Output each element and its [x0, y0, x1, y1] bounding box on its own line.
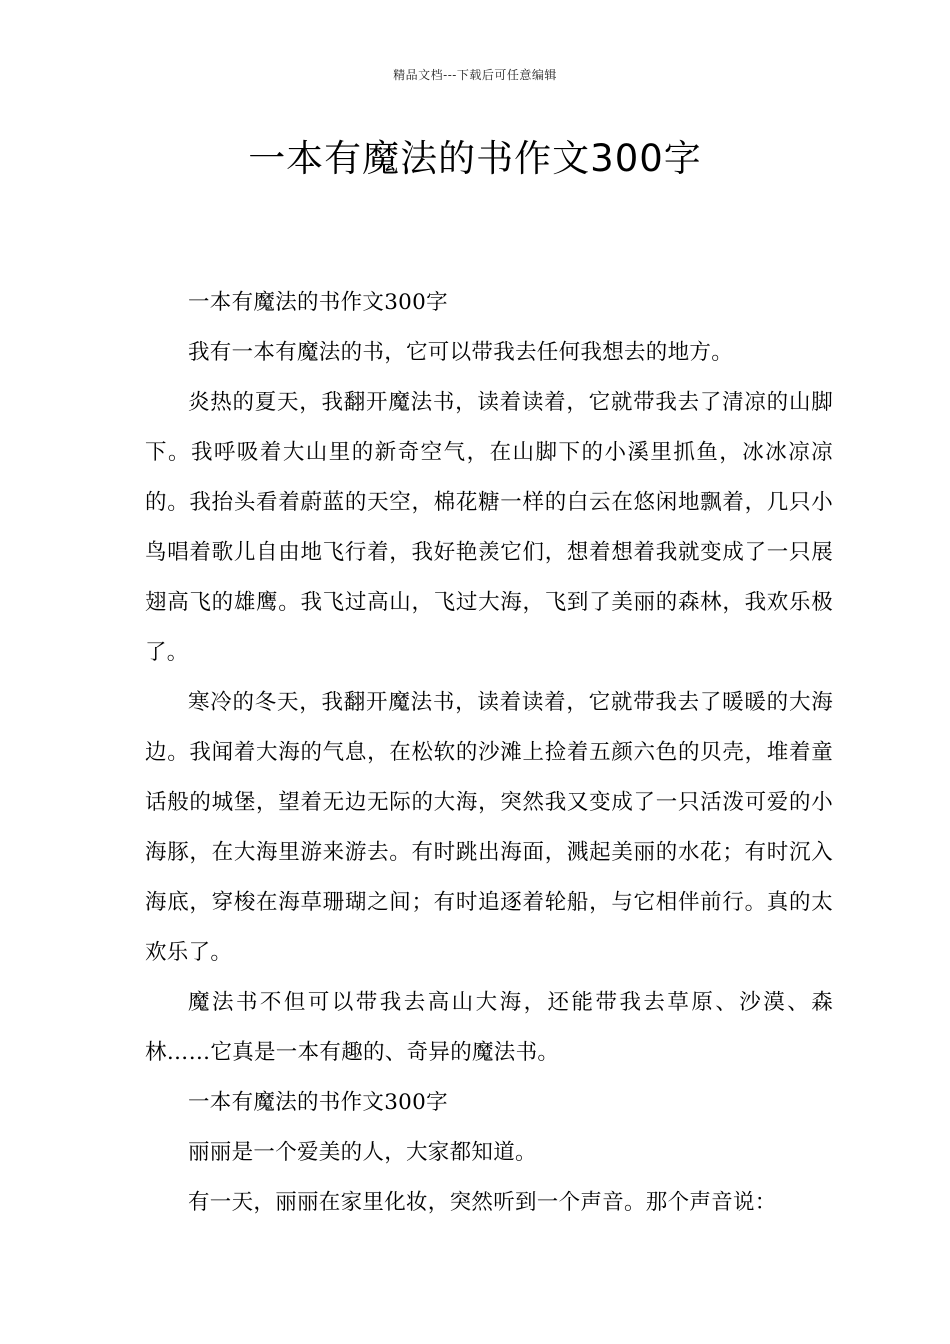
- document-title: 一本有魔法的书作文300字: [248, 137, 702, 180]
- header-note: 精品文档---下载后可任意编辑: [393, 68, 557, 82]
- paragraph: 魔法书不但可以带我去高山大海，还能带我去草原、沙漠、森林……它真是一本有趣的、奇异的魔法书。: [145, 990, 833, 1065]
- paragraph: 寒冷的冬天，我翻开魔法书，读着读着，它就带我去了暖暖的大海边。我闻着大海的气息，在松软的沙滩上捡着五颜六色的贝壳，堆着童话般的城堡，望着无边无际的大海，突然我又变成了一只活泼可爱的小海豚，在大海里游来游去。有时跳出海面，溅起美丽的水花；有时沉入海底，穿梭在海草珊瑚之间；有时追逐着轮船，与它相伴前行。真的太欢乐了。: [145, 690, 833, 965]
- paragraph-subtitle: 一本有魔法的书作文300字: [188, 290, 448, 315]
- paragraph: 我有一本有魔法的书，它可以带我去任何我想去的地方。: [188, 340, 734, 365]
- paragraph: 丽丽是一个爱美的人，大家都知道。: [188, 1140, 537, 1165]
- document-body: [145, 278, 833, 1228]
- paragraph: 炎热的夏天，我翻开魔法书，读着读着，它就带我去了清凉的山脚下。我呼吸着大山里的新奇空气，在山脚下的小溪里抓鱼，冰冰凉凉的。我抬头看着蔚蓝的天空，棉花糖一样的白云在悠闲地飘着，几只小鸟唱着歌儿自由地飞行着，我好艳羡它们，想着想着我就变成了一只展翅高飞的雄鹰。我飞过高山，飞过大海，飞到了美丽的森林，我欢乐极了。: [145, 390, 833, 665]
- paragraph-subtitle: 一本有魔法的书作文300字: [188, 1090, 448, 1115]
- paragraph: 有一天，丽丽在家里化妆，突然听到一个声音。那个声音说：: [188, 1190, 777, 1215]
